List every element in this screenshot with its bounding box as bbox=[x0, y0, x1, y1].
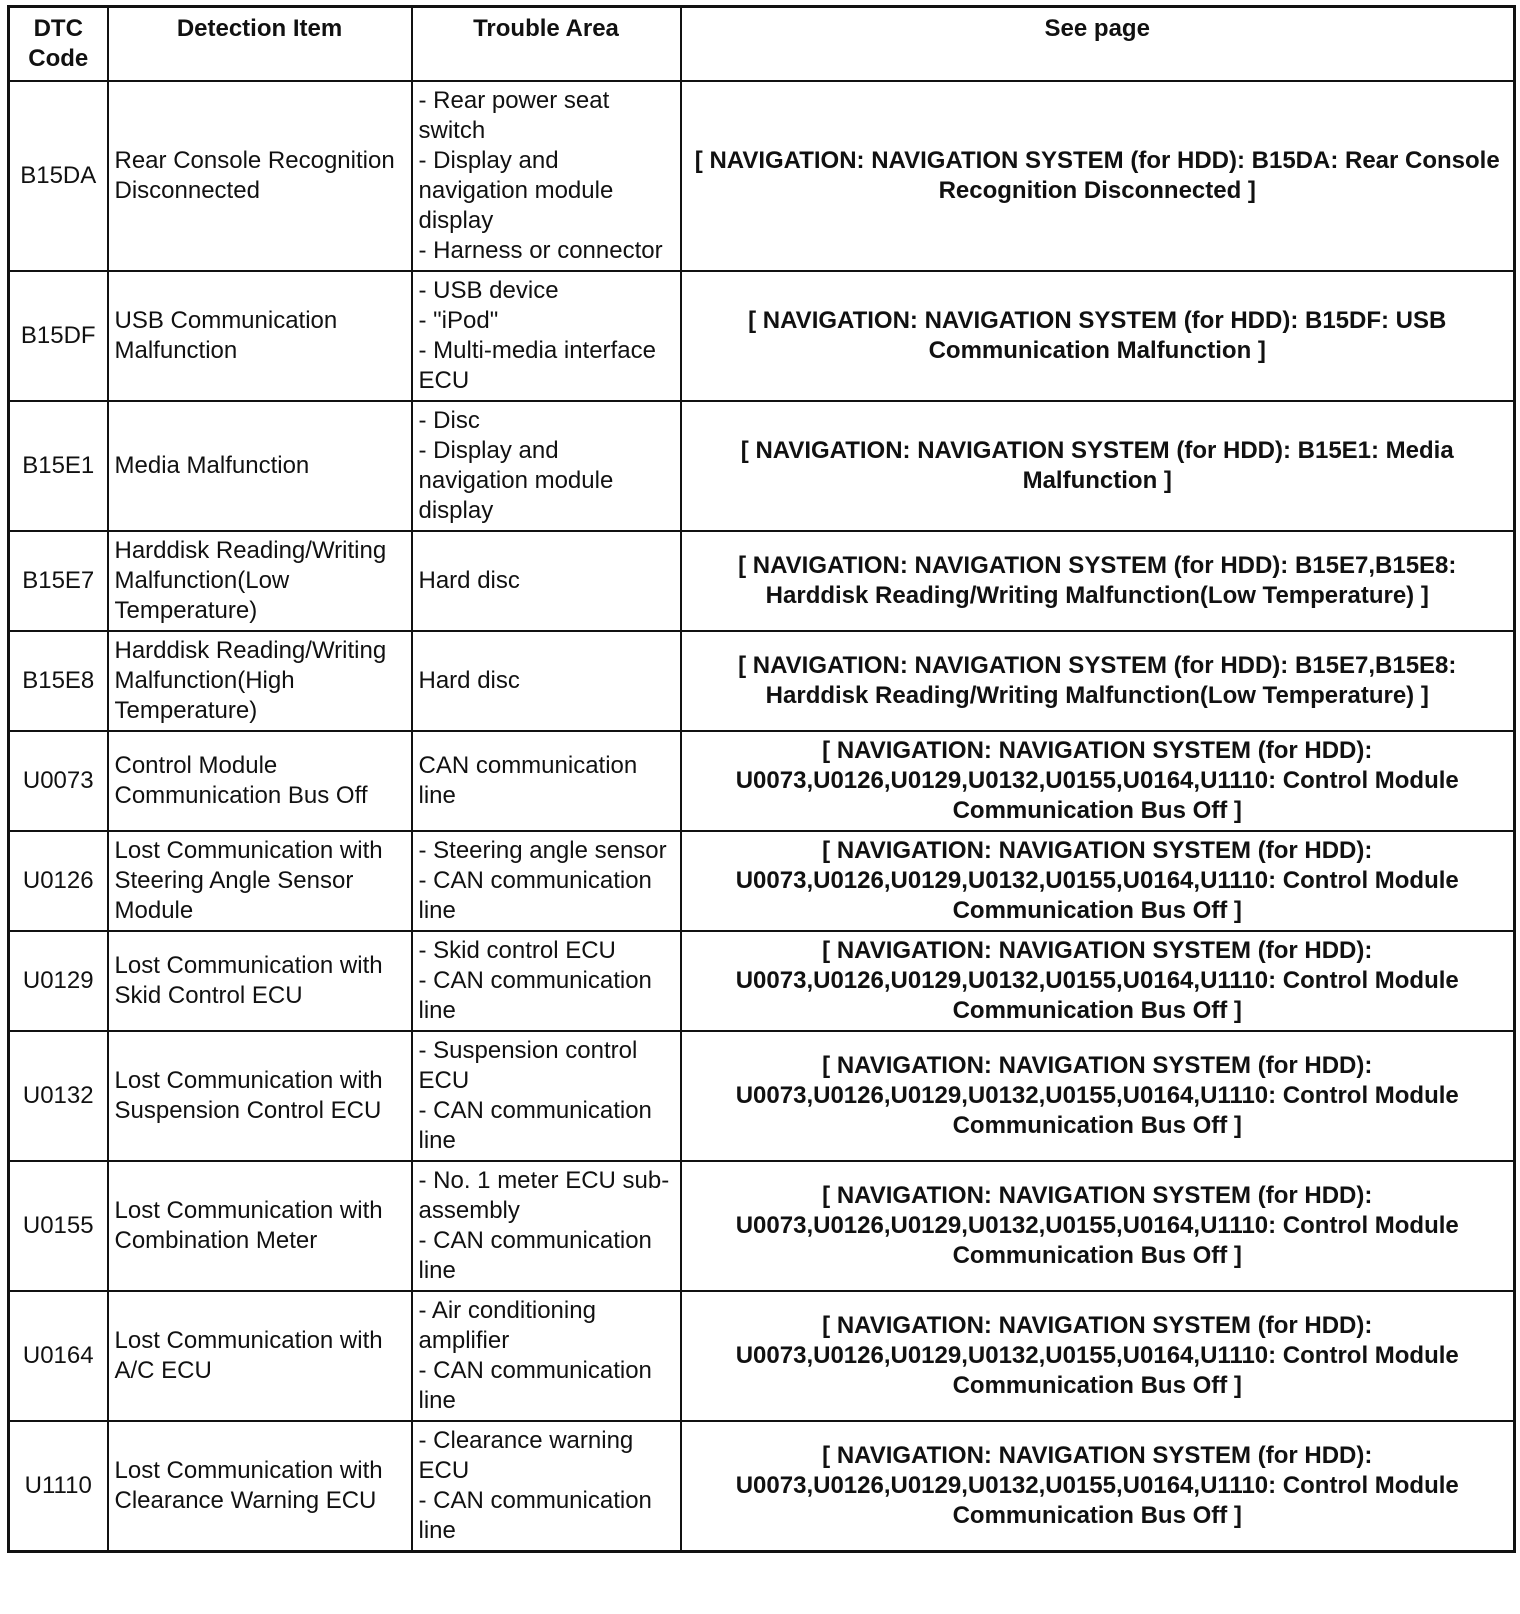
dtc-table bbox=[7, 5, 1516, 1553]
table-row bbox=[9, 1161, 1515, 1291]
header-see-page: See page bbox=[681, 7, 1515, 81]
trouble-area-line: - No. 1 meter ECU sub-assembly bbox=[418, 1166, 670, 1224]
trouble-area-line: - Clearance warning ECU bbox=[418, 1426, 634, 1484]
table-body bbox=[9, 81, 1515, 1552]
see-page-link[interactable]: [ NAVIGATION: NAVIGATION SYSTEM (for HDD): U0073,U0126,U0129,U0132,U0155,U0164,U1110: Control Module Communication Bus Off ] bbox=[681, 831, 1515, 931]
dtc-code-cell: B15DA bbox=[9, 81, 108, 271]
trouble-area-line: - Skid control ECU bbox=[418, 936, 616, 964]
table-row bbox=[9, 831, 1515, 931]
detection-item-cell: Lost Communication with Steering Angle Sensor Module bbox=[108, 831, 412, 931]
see-page-link[interactable]: [ NAVIGATION: NAVIGATION SYSTEM (for HDD): U0073,U0126,U0129,U0132,U0155,U0164,U1110: Control Module Communication Bus Off ] bbox=[681, 1291, 1515, 1421]
table-row bbox=[9, 271, 1515, 401]
detection-item-cell: USB Communication Malfunction bbox=[108, 271, 412, 401]
trouble-area-line: - CAN communication line bbox=[418, 966, 652, 1024]
trouble-area-cell bbox=[412, 1031, 681, 1161]
header-trouble-area: Trouble Area bbox=[412, 7, 681, 81]
trouble-area-line: Hard disc bbox=[418, 566, 520, 594]
detection-item-cell: Control Module Communication Bus Off bbox=[108, 731, 412, 831]
trouble-area-line: - USB device bbox=[418, 276, 559, 304]
table-row bbox=[9, 81, 1515, 271]
dtc-code-cell: U0132 bbox=[9, 1031, 108, 1161]
table-row bbox=[9, 401, 1515, 531]
detection-item-cell: Lost Communication with A/C ECU bbox=[108, 1291, 412, 1421]
trouble-area-line: - Rear power seat switch bbox=[418, 86, 610, 144]
trouble-area-line: Hard disc bbox=[418, 666, 520, 694]
see-page-link[interactable]: [ NAVIGATION: NAVIGATION SYSTEM (for HDD): B15E7,B15E8: Harddisk Reading/Writing Malfunction(Low Temperature) ] bbox=[681, 531, 1515, 631]
trouble-area-cell bbox=[412, 931, 681, 1031]
detection-item-cell: Lost Communication with Suspension Control ECU bbox=[108, 1031, 412, 1161]
dtc-code-cell: B15E1 bbox=[9, 401, 108, 531]
table-row bbox=[9, 531, 1515, 631]
dtc-code-cell: U0155 bbox=[9, 1161, 108, 1291]
table-row bbox=[9, 1291, 1515, 1421]
trouble-area-line: - Suspension control ECU bbox=[418, 1036, 638, 1094]
trouble-area-cell bbox=[412, 831, 681, 931]
trouble-area-cell bbox=[412, 401, 681, 531]
trouble-area-line: - Display and navigation module display bbox=[418, 436, 614, 524]
table-row bbox=[9, 731, 1515, 831]
dtc-code-cell: U1110 bbox=[9, 1421, 108, 1552]
dtc-code-cell: U0073 bbox=[9, 731, 108, 831]
trouble-area-cell bbox=[412, 81, 681, 271]
trouble-area-line: - CAN communication line bbox=[418, 1226, 652, 1284]
see-page-link[interactable]: [ NAVIGATION: NAVIGATION SYSTEM (for HDD): B15DF: USB Communication Malfunction ] bbox=[681, 271, 1515, 401]
trouble-area-line: - Steering angle sensor bbox=[418, 836, 667, 864]
see-page-link[interactable]: [ NAVIGATION: NAVIGATION SYSTEM (for HDD): B15DA: Rear Console Recognition Disconnected ] bbox=[681, 81, 1515, 271]
see-page-link[interactable]: [ NAVIGATION: NAVIGATION SYSTEM (for HDD): U0073,U0126,U0129,U0132,U0155,U0164,U1110: Control Module Communication Bus Off ] bbox=[681, 1031, 1515, 1161]
see-page-link[interactable]: [ NAVIGATION: NAVIGATION SYSTEM (for HDD): U0073,U0126,U0129,U0132,U0155,U0164,U1110: Control Module Communication Bus Off ] bbox=[681, 931, 1515, 1031]
dtc-code-cell: U0164 bbox=[9, 1291, 108, 1421]
header-detection-item: Detection Item bbox=[108, 7, 412, 81]
trouble-area-line: CAN communication line bbox=[418, 751, 638, 809]
see-page-link[interactable]: [ NAVIGATION: NAVIGATION SYSTEM (for HDD): U0073,U0126,U0129,U0132,U0155,U0164,U1110: Control Module Communication Bus Off ] bbox=[681, 1161, 1515, 1291]
dtc-code-cell: B15E8 bbox=[9, 631, 108, 731]
table-row bbox=[9, 1031, 1515, 1161]
trouble-area-cell bbox=[412, 531, 681, 631]
dtc-code-cell: B15DF bbox=[9, 271, 108, 401]
detection-item-cell: Lost Communication with Clearance Warning ECU bbox=[108, 1421, 412, 1552]
see-page-link[interactable]: [ NAVIGATION: NAVIGATION SYSTEM (for HDD): U0073,U0126,U0129,U0132,U0155,U0164,U1110: Control Module Communication Bus Off ] bbox=[681, 731, 1515, 831]
trouble-area-line: - CAN communication line bbox=[418, 866, 652, 924]
trouble-area-cell bbox=[412, 731, 681, 831]
dtc-code-cell: U0129 bbox=[9, 931, 108, 1031]
trouble-area-line: - CAN communication line bbox=[418, 1096, 652, 1154]
trouble-area-line: - Disc bbox=[418, 406, 480, 434]
detection-item-cell: Lost Communication with Combination Meter bbox=[108, 1161, 412, 1291]
see-page-link[interactable]: [ NAVIGATION: NAVIGATION SYSTEM (for HDD): B15E7,B15E8: Harddisk Reading/Writing Malfunction(Low Temperature) ] bbox=[681, 631, 1515, 731]
trouble-area-line: - Air conditioning amplifier bbox=[418, 1296, 596, 1354]
trouble-area-cell bbox=[412, 271, 681, 401]
table-row bbox=[9, 631, 1515, 731]
detection-item-cell: Rear Console Recognition Disconnected bbox=[108, 81, 412, 271]
trouble-area-line: - Harness or connector bbox=[418, 236, 663, 264]
trouble-area-line: - Display and navigation module display bbox=[418, 146, 614, 234]
detection-item-cell: Media Malfunction bbox=[108, 401, 412, 531]
dtc-code-cell: U0126 bbox=[9, 831, 108, 931]
see-page-link[interactable]: [ NAVIGATION: NAVIGATION SYSTEM (for HDD): B15E1: Media Malfunction ] bbox=[681, 401, 1515, 531]
trouble-area-line: - "iPod" bbox=[418, 306, 499, 334]
trouble-area-cell bbox=[412, 1291, 681, 1421]
table-row bbox=[9, 1421, 1515, 1552]
trouble-area-cell bbox=[412, 1161, 681, 1291]
see-page-link[interactable]: [ NAVIGATION: NAVIGATION SYSTEM (for HDD): U0073,U0126,U0129,U0132,U0155,U0164,U1110: Control Module Communication Bus Off ] bbox=[681, 1421, 1515, 1552]
table-row bbox=[9, 931, 1515, 1031]
trouble-area-cell bbox=[412, 631, 681, 731]
dtc-code-cell: B15E7 bbox=[9, 531, 108, 631]
trouble-area-cell bbox=[412, 1421, 681, 1552]
trouble-area-line: - CAN communication line bbox=[418, 1356, 652, 1414]
trouble-area-line: - CAN communication line bbox=[418, 1486, 652, 1544]
header-row bbox=[9, 7, 1515, 81]
trouble-area-line: - Multi-media interface ECU bbox=[418, 336, 656, 394]
header-dtc-code: DTC Code bbox=[9, 7, 108, 81]
detection-item-cell: Harddisk Reading/Writing Malfunction(Low Temperature) bbox=[108, 531, 412, 631]
detection-item-cell: Lost Communication with Skid Control ECU bbox=[108, 931, 412, 1031]
detection-item-cell: Harddisk Reading/Writing Malfunction(High Temperature) bbox=[108, 631, 412, 731]
